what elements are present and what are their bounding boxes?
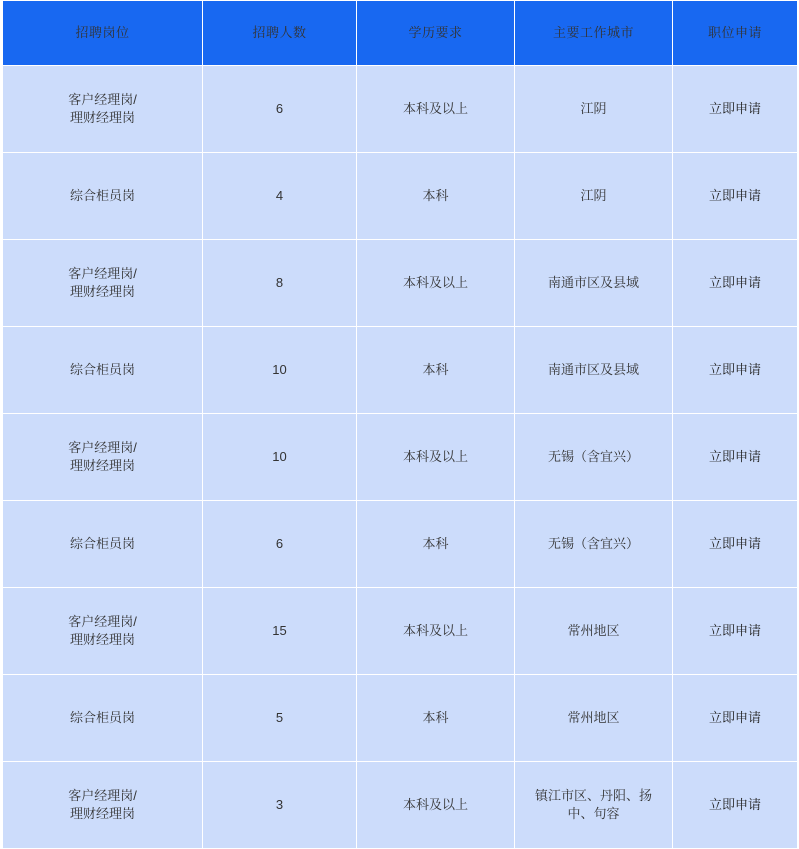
- cell-count: 6: [203, 501, 357, 588]
- cell-apply[interactable]: [673, 501, 798, 588]
- cell-position: [3, 762, 203, 849]
- city-line: 江阴: [580, 188, 607, 203]
- cell-city: [515, 240, 673, 327]
- apply-link[interactable]: 立即申请: [708, 797, 761, 812]
- table-row: [3, 240, 798, 327]
- city-line: 江阴: [580, 101, 607, 116]
- apply-link[interactable]: 立即申请: [708, 188, 761, 203]
- position-line: 客户经理岗/: [68, 440, 137, 455]
- apply-link[interactable]: 立即申请: [708, 449, 761, 464]
- position-line: 综合柜员岗: [69, 362, 135, 377]
- position-line: 理财经理岗: [69, 806, 135, 821]
- position-line: 客户经理岗/: [68, 788, 137, 803]
- cell-apply[interactable]: [673, 762, 798, 849]
- cell-count: 4: [203, 153, 357, 240]
- cell-apply[interactable]: [673, 588, 798, 675]
- city-line: 中、句容: [567, 806, 620, 821]
- apply-link[interactable]: 立即申请: [708, 536, 761, 551]
- cell-count: 6: [203, 66, 357, 153]
- cell-position: [3, 327, 203, 414]
- city-line: 无锡（含宜兴）: [547, 536, 639, 551]
- cell-apply[interactable]: [673, 675, 798, 762]
- cell-city: [515, 762, 673, 849]
- cell-apply[interactable]: [673, 327, 798, 414]
- apply-link[interactable]: 立即申请: [708, 362, 761, 377]
- cell-count: 10: [203, 414, 357, 501]
- column-header-apply: 职位申请: [673, 1, 798, 66]
- apply-link[interactable]: 立即申请: [708, 275, 761, 290]
- cell-position: [3, 414, 203, 501]
- table-body: [3, 66, 798, 849]
- cell-education: 本科及以上: [357, 588, 515, 675]
- cell-education: 本科及以上: [357, 240, 515, 327]
- position-line: 综合柜员岗: [69, 536, 135, 551]
- cell-city: [515, 501, 673, 588]
- cell-city: [515, 153, 673, 240]
- apply-link[interactable]: 立即申请: [708, 710, 761, 725]
- cell-count: 10: [203, 327, 357, 414]
- cell-apply[interactable]: [673, 240, 798, 327]
- cell-position: [3, 240, 203, 327]
- table-row: [3, 414, 798, 501]
- position-line: 客户经理岗/: [68, 92, 137, 107]
- table-row: [3, 66, 798, 153]
- column-header-city: 主要工作城市: [515, 1, 673, 66]
- cell-education: 本科: [357, 327, 515, 414]
- position-line: 理财经理岗: [69, 110, 135, 125]
- position-line: 综合柜员岗: [69, 710, 135, 725]
- column-header-position: 招聘岗位: [3, 1, 203, 66]
- city-line: 常州地区: [567, 623, 620, 638]
- column-header-count: 招聘人数: [203, 1, 357, 66]
- city-line: 常州地区: [567, 710, 620, 725]
- cell-education: 本科: [357, 153, 515, 240]
- cell-education: 本科及以上: [357, 414, 515, 501]
- position-line: 理财经理岗: [69, 284, 135, 299]
- position-line: 理财经理岗: [69, 458, 135, 473]
- cell-apply[interactable]: [673, 153, 798, 240]
- cell-education: 本科: [357, 501, 515, 588]
- table-row: [3, 588, 798, 675]
- cell-position: [3, 588, 203, 675]
- cell-count: 3: [203, 762, 357, 849]
- cell-education: 本科及以上: [357, 66, 515, 153]
- city-line: 镇江市区、丹阳、扬: [534, 788, 652, 803]
- position-line: 客户经理岗/: [68, 614, 137, 629]
- position-line: 理财经理岗: [69, 632, 135, 647]
- cell-count: 15: [203, 588, 357, 675]
- cell-position: [3, 66, 203, 153]
- cell-position: [3, 501, 203, 588]
- recruitment-table: [2, 0, 798, 849]
- cell-position: [3, 153, 203, 240]
- table-header-row: [3, 1, 798, 66]
- city-line: 南通市区及县域: [547, 275, 639, 290]
- cell-city: [515, 66, 673, 153]
- column-header-education: 学历要求: [357, 1, 515, 66]
- table-header: [3, 1, 798, 66]
- apply-link[interactable]: 立即申请: [708, 101, 761, 116]
- cell-education: 本科: [357, 675, 515, 762]
- cell-count: 5: [203, 675, 357, 762]
- position-line: 客户经理岗/: [68, 266, 137, 281]
- cell-position: [3, 675, 203, 762]
- apply-link[interactable]: 立即申请: [708, 623, 761, 638]
- city-line: 南通市区及县域: [547, 362, 639, 377]
- cell-apply[interactable]: [673, 66, 798, 153]
- cell-count: 8: [203, 240, 357, 327]
- cell-city: [515, 675, 673, 762]
- table-row: [3, 501, 798, 588]
- table-row: [3, 327, 798, 414]
- city-line: 无锡（含宜兴）: [547, 449, 639, 464]
- table-row: [3, 153, 798, 240]
- cell-city: [515, 414, 673, 501]
- table-row: [3, 762, 798, 849]
- cell-education: 本科及以上: [357, 762, 515, 849]
- cell-city: [515, 588, 673, 675]
- position-line: 综合柜员岗: [69, 188, 135, 203]
- cell-apply[interactable]: [673, 414, 798, 501]
- table-row: [3, 675, 798, 762]
- cell-city: [515, 327, 673, 414]
